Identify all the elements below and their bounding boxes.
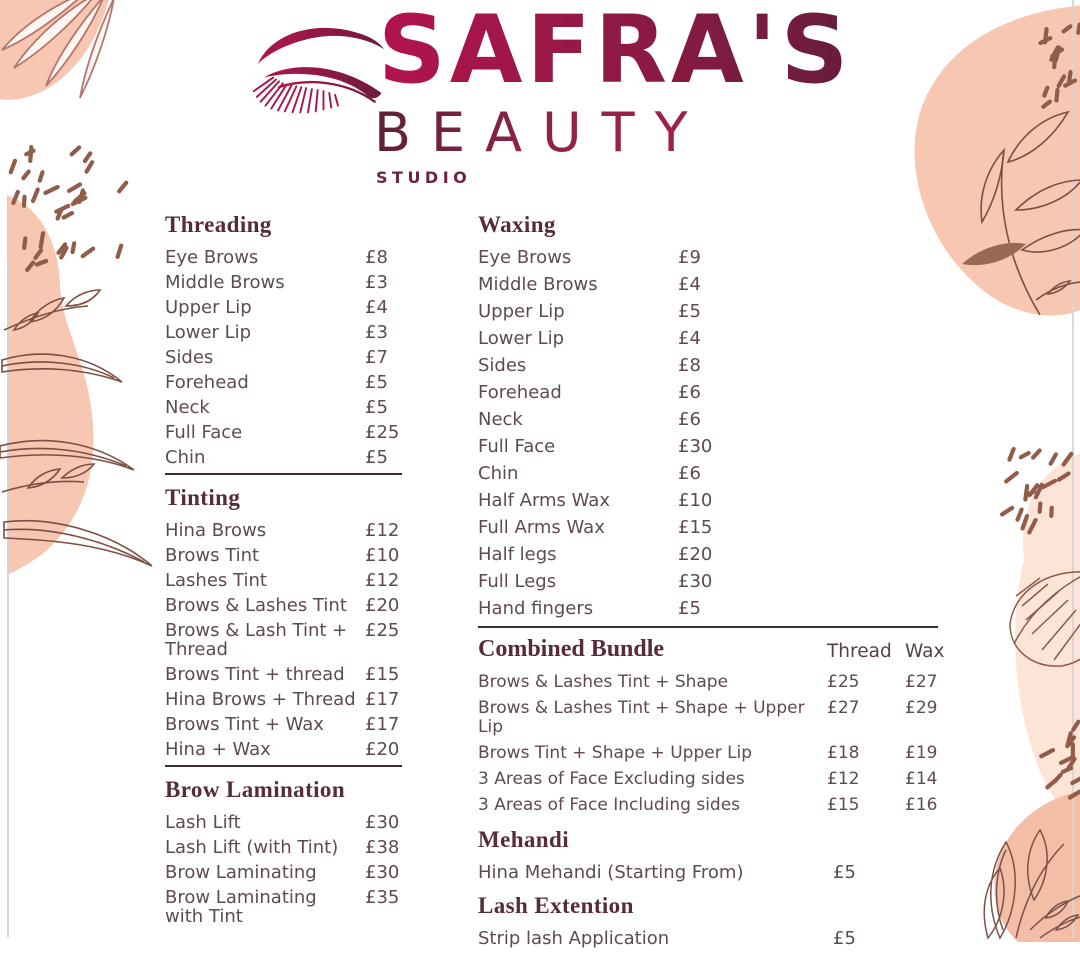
- service-price: £7: [365, 348, 405, 367]
- bundle-price-thread: £25: [827, 673, 905, 692]
- price-row: [165, 665, 405, 684]
- service-name: Strip lash Application: [478, 929, 833, 949]
- service-price: £12: [365, 521, 405, 540]
- section-threading: [165, 212, 405, 475]
- service-name: Hand fingers: [478, 599, 678, 619]
- service-name: Full Arms Wax: [478, 518, 678, 538]
- price-row: [165, 323, 405, 342]
- price-row: [478, 929, 940, 949]
- service-name: Chin: [165, 448, 365, 467]
- service-name: Lower Lip: [478, 329, 678, 349]
- bundle-price-wax: £16: [905, 796, 940, 815]
- service-price: £5: [365, 373, 405, 392]
- price-row: [165, 398, 405, 417]
- service-price: £8: [678, 356, 940, 376]
- price-row: [478, 302, 940, 322]
- service-name: Full Face: [478, 437, 678, 457]
- service-price: £5: [678, 599, 940, 619]
- price-row: [165, 298, 405, 317]
- service-name: Hina Brows + Thread: [165, 690, 365, 709]
- bundle-row: [478, 796, 940, 815]
- price-row: [165, 273, 405, 292]
- price-row: [478, 383, 940, 403]
- service-price: £30: [365, 813, 405, 832]
- service-price: £25: [365, 423, 405, 442]
- service-name: Half Arms Wax: [478, 491, 678, 511]
- price-row: [478, 275, 940, 295]
- service-price: £12: [365, 571, 405, 590]
- service-price: £25: [365, 621, 405, 640]
- service-name: Upper Lip: [165, 298, 365, 317]
- price-row: [478, 410, 940, 430]
- bundle-price-thread: £27: [827, 699, 905, 718]
- bundle-price-wax: £19: [905, 744, 940, 763]
- column-header-thread: Thread: [827, 641, 905, 663]
- bundle-name: 3 Areas of Face Excluding sides: [478, 770, 827, 789]
- service-price: £30: [678, 572, 940, 592]
- service-price: £38: [365, 838, 405, 857]
- service-price: £3: [365, 323, 405, 342]
- section-title-threading: Threading: [165, 212, 405, 238]
- bundle-price-wax: £27: [905, 673, 940, 692]
- price-row: [165, 838, 405, 857]
- service-name: Hina + Wax: [165, 740, 365, 759]
- price-list-mehandi: [478, 863, 940, 883]
- bundle-name: 3 Areas of Face Including sides: [478, 796, 827, 815]
- service-price: £4: [365, 298, 405, 317]
- service-price: £4: [678, 329, 940, 349]
- section-title-brow-lamination: Brow Lamination: [165, 777, 405, 803]
- section-divider: [165, 765, 402, 767]
- service-price: £15: [365, 665, 405, 684]
- service-name: Brows Tint + Wax: [165, 715, 365, 734]
- service-name: Full Legs: [478, 572, 678, 592]
- section-divider: [478, 626, 938, 628]
- service-price: £6: [678, 464, 940, 484]
- service-price: £17: [365, 715, 405, 734]
- bundle-price-thread: £18: [827, 744, 905, 763]
- service-price: £35: [365, 888, 405, 907]
- section-tinting: [165, 485, 405, 767]
- column-header-wax: Wax: [905, 641, 944, 663]
- service-name: Sides: [478, 356, 678, 376]
- price-row: [165, 248, 405, 267]
- service-name: Lash Lift (with Tint): [165, 838, 365, 857]
- service-name: Brows & Lashes Tint: [165, 596, 365, 615]
- price-list-tinting: [165, 521, 405, 759]
- service-price: £3: [365, 273, 405, 292]
- service-price: £6: [678, 410, 940, 430]
- price-row: [165, 690, 405, 709]
- price-row: [478, 437, 940, 457]
- price-row: [478, 356, 940, 376]
- service-price: £6: [678, 383, 940, 403]
- price-row: [478, 599, 940, 619]
- price-row: [165, 423, 405, 442]
- service-name: Brows Tint + thread: [165, 665, 365, 684]
- price-row: [165, 571, 405, 590]
- combined-bundle-header: [478, 636, 940, 663]
- brand-beauty: BEAUTY: [374, 106, 708, 160]
- service-name: Lower Lip: [165, 323, 365, 342]
- service-price: £5: [833, 863, 940, 883]
- service-price: £4: [678, 275, 940, 295]
- price-row: [165, 521, 405, 540]
- section-waxing: [478, 212, 940, 628]
- price-row: [478, 248, 940, 268]
- service-price: £10: [678, 491, 940, 511]
- service-name: Lash Lift: [165, 813, 365, 832]
- price-row: [165, 740, 405, 759]
- price-row: [165, 448, 405, 467]
- service-price: £5: [365, 398, 405, 417]
- section-title-lash-extention: Lash Extention: [478, 893, 940, 919]
- service-price: £5: [678, 302, 940, 322]
- bundle-price-thread: £12: [827, 770, 905, 789]
- price-list-brow-lamination: [165, 813, 405, 926]
- service-name: Full Face: [165, 423, 365, 442]
- eyebrow-lash-logo-icon: [250, 14, 395, 114]
- section-title-waxing: Waxing: [478, 212, 940, 238]
- bundle-price-wax: £14: [905, 770, 940, 789]
- price-row: [165, 813, 405, 832]
- price-row: [165, 348, 405, 367]
- price-row: [478, 464, 940, 484]
- price-row: [165, 373, 405, 392]
- bundle-row: [478, 744, 940, 763]
- section-combined-bundle: [478, 636, 940, 815]
- price-row: [478, 863, 940, 883]
- section-title-mehandi: Mehandi: [478, 827, 940, 853]
- bundle-row: [478, 699, 940, 737]
- service-name: Brows Tint: [165, 546, 365, 565]
- price-list-combined-bundle: [478, 673, 940, 815]
- price-list-threading: [165, 248, 405, 467]
- brand-studio: STUDIO: [376, 168, 471, 187]
- service-name: Lashes Tint: [165, 571, 365, 590]
- service-price: £20: [365, 740, 405, 759]
- service-name: Neck: [165, 398, 365, 417]
- section-title-tinting: Tinting: [165, 485, 405, 511]
- menu-column-right: [478, 212, 940, 955]
- price-row: [478, 518, 940, 538]
- service-name: Brow Laminating: [165, 863, 365, 882]
- service-price: £20: [365, 596, 405, 615]
- menu-column-left: [165, 212, 405, 932]
- bundle-row: [478, 673, 940, 692]
- price-row: [478, 545, 940, 565]
- bundle-price-wax: £29: [905, 699, 940, 718]
- service-name: Hina Mehandi (Starting From): [478, 863, 833, 883]
- service-name: Eye Brows: [478, 248, 678, 268]
- service-name: Middle Brows: [165, 273, 365, 292]
- bundle-name: Brows & Lashes Tint + Shape: [478, 673, 827, 692]
- service-name: Forehead: [165, 373, 365, 392]
- service-price: £5: [365, 448, 405, 467]
- service-price: £5: [833, 929, 940, 949]
- service-name: Hina Brows: [165, 521, 365, 540]
- service-name: Brows & Lash Tint + Thread: [165, 621, 365, 659]
- bundle-name: Brows Tint + Shape + Upper Lip: [478, 744, 827, 763]
- service-price: £17: [365, 690, 405, 709]
- service-price: £15: [678, 518, 940, 538]
- price-list-lash-extention: [478, 929, 940, 949]
- price-row: [478, 491, 940, 511]
- service-name: Sides: [165, 348, 365, 367]
- service-price: £30: [365, 863, 405, 882]
- price-row: [165, 546, 405, 565]
- service-price: £8: [365, 248, 405, 267]
- price-row: [478, 329, 940, 349]
- bundle-name: Brows & Lashes Tint + Shape + Upper Lip: [478, 699, 827, 737]
- service-price: £20: [678, 545, 940, 565]
- bundle-row: [478, 770, 940, 789]
- service-name: Half legs: [478, 545, 678, 565]
- price-row: [165, 888, 405, 926]
- price-row: [165, 863, 405, 882]
- service-name: Forehead: [478, 383, 678, 403]
- section-lash-extention: [478, 893, 940, 949]
- service-name: Neck: [478, 410, 678, 430]
- section-brow-lamination: [165, 777, 405, 926]
- price-row: [165, 621, 405, 659]
- service-price: £10: [365, 546, 405, 565]
- service-name: Chin: [478, 464, 678, 484]
- price-row: [165, 715, 405, 734]
- service-price: £9: [678, 248, 940, 268]
- section-mehandi: [478, 827, 940, 883]
- bundle-price-thread: £15: [827, 796, 905, 815]
- service-price: £30: [678, 437, 940, 457]
- brand-name: SAFRA'S: [378, 4, 852, 98]
- price-row: [478, 572, 940, 592]
- price-row: [165, 596, 405, 615]
- service-name: Brow Laminating with Tint: [165, 888, 365, 926]
- service-name: Upper Lip: [478, 302, 678, 322]
- service-name: Eye Brows: [165, 248, 365, 267]
- service-name: Middle Brows: [478, 275, 678, 295]
- section-title-combined-bundle: Combined Bundle: [478, 636, 827, 663]
- price-list-waxing: [478, 248, 940, 619]
- section-divider: [165, 473, 402, 475]
